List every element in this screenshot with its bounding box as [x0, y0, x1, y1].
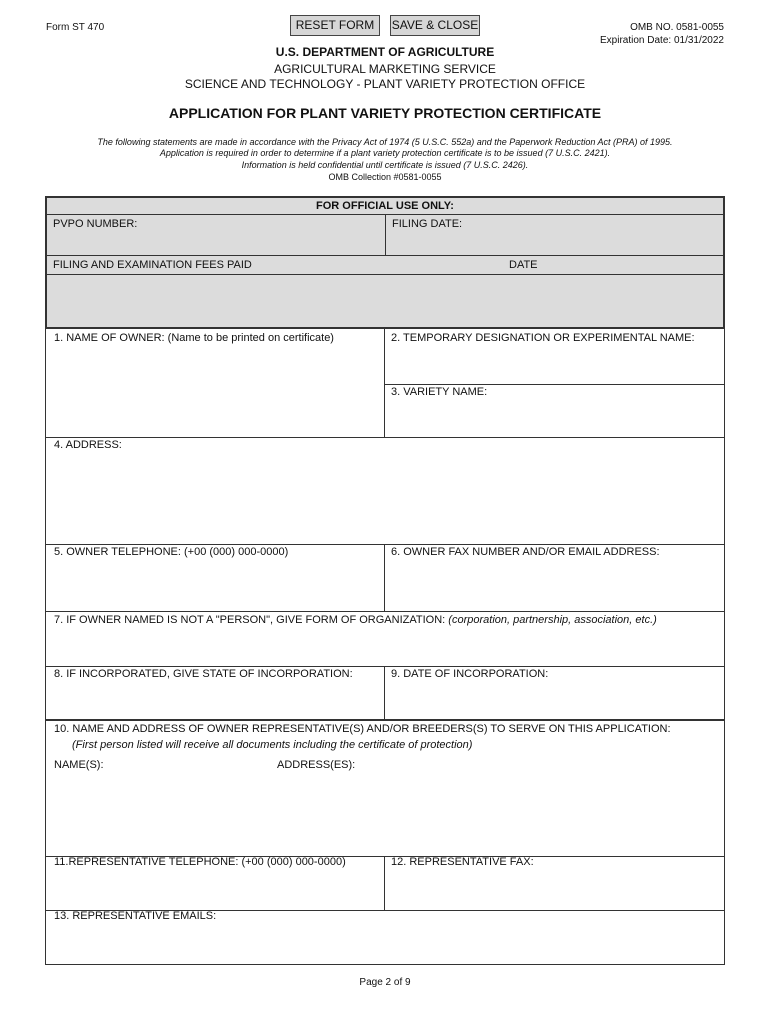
representative-emails-label: 13. REPRESENTATIVE EMAILS:: [54, 910, 217, 922]
representative-addresses-label: ADDRESS(ES):: [277, 759, 356, 771]
form-id: Form ST 470: [46, 22, 105, 33]
fees-paid-label: FILING AND EXAMINATION FEES PAID: [53, 259, 252, 271]
representative-emails-field[interactable]: [45, 910, 725, 965]
privacy-statement-2: Application is required in order to determine if a plant variety protection certificate is to be issued (7 U.S.C. 2421).: [159, 148, 611, 158]
fees-row: [47, 256, 723, 275]
official-use-section: [45, 196, 725, 329]
form-title: APPLICATION FOR PLANT VARIETY PROTECTION CERTIFICATE: [168, 105, 602, 121]
service-name: AGRICULTURAL MARKETING SERVICE: [274, 62, 496, 76]
organization-form-note: (corporation, partnership, association, etc.): [448, 614, 657, 626]
incorporation-state-label: 8. IF INCORPORATED, GIVE STATE OF INCORPORATION:: [54, 668, 353, 680]
address-label: 4. ADDRESS:: [54, 439, 122, 451]
owner-telephone-label: 5. OWNER TELEPHONE: (+00 (000) 000-0000): [54, 546, 289, 558]
owner-name-field[interactable]: [45, 329, 385, 438]
representative-names-label: NAME(S):: [54, 759, 104, 771]
representatives-field[interactable]: [45, 720, 725, 857]
representative-telephone-field[interactable]: [45, 856, 385, 911]
temporary-designation-field[interactable]: [384, 329, 725, 385]
save-close-button[interactable]: SAVE & CLOSE: [390, 15, 480, 36]
page-number: Page 2 of 9: [359, 977, 411, 988]
pvpo-number-label: PVPO NUMBER:: [53, 218, 138, 230]
incorporation-date-field[interactable]: [384, 666, 725, 721]
official-use-heading: FOR OFFICIAL USE ONLY:: [47, 198, 723, 215]
temporary-designation-label: 2. TEMPORARY DESIGNATION OR EXPERIMENTAL NAME:: [391, 332, 695, 344]
expiration-date: Expiration Date: 01/31/2022: [600, 35, 724, 46]
organization-form-text: 7. IF OWNER NAMED IS NOT A "PERSON", GIVE FORM OF ORGANIZATION:: [54, 614, 446, 626]
owner-telephone-field[interactable]: [45, 544, 385, 612]
representatives-label: 10. NAME AND ADDRESS OF OWNER REPRESENTATIVE(S) AND/OR BREEDERS(S) TO SERVE ON THIS APPLICATION:: [54, 723, 671, 735]
office-name: SCIENCE AND TECHNOLOGY - PLANT VARIETY PROTECTION OFFICE: [184, 77, 586, 91]
filing-date-field: [386, 215, 723, 256]
representative-fax-field[interactable]: [384, 856, 725, 911]
omb-number: OMB NO. 0581-0055: [630, 22, 724, 33]
incorporation-state-field[interactable]: [45, 666, 385, 721]
privacy-statement-1: The following statements are made in accordance with the Privacy Act of 1974 (5 U.S.C. 552a) and the Paperwork Reduction Act (PRA) of 1995.: [97, 137, 673, 147]
owner-name-label: 1. NAME OF OWNER: (Name to be printed on certificate): [54, 332, 334, 344]
variety-name-label: 3. VARIETY NAME:: [391, 386, 488, 398]
representatives-note: (First person listed will receive all documents including the certificate of protection): [72, 739, 473, 751]
filing-date-label: FILING DATE:: [392, 218, 463, 230]
reset-form-button[interactable]: RESET FORM: [290, 15, 380, 36]
owner-fax-email-label: 6. OWNER FAX NUMBER AND/OR EMAIL ADDRESS:: [391, 546, 660, 558]
incorporation-date-label: 9. DATE OF INCORPORATION:: [391, 668, 549, 680]
department-name: U.S. DEPARTMENT OF AGRICULTURE: [275, 45, 495, 59]
address-field[interactable]: [45, 437, 725, 545]
representative-fax-label: 12. REPRESENTATIVE FAX:: [391, 856, 534, 868]
representative-telephone-label: 11.REPRESENTATIVE TELEPHONE: (+00 (000) 000-0000): [54, 856, 346, 868]
privacy-statement-3: Information is held confidential until certificate is issued (7 U.S.C. 2426).: [241, 160, 529, 170]
omb-collection: OMB Collection #0581-0055: [328, 172, 442, 182]
pvpo-number-field: [47, 215, 386, 256]
owner-fax-email-field[interactable]: [384, 544, 725, 612]
organization-form-label: [54, 614, 657, 626]
organization-form-field[interactable]: [45, 611, 725, 667]
fees-date-label: DATE: [509, 259, 538, 271]
variety-name-field[interactable]: [384, 384, 725, 438]
